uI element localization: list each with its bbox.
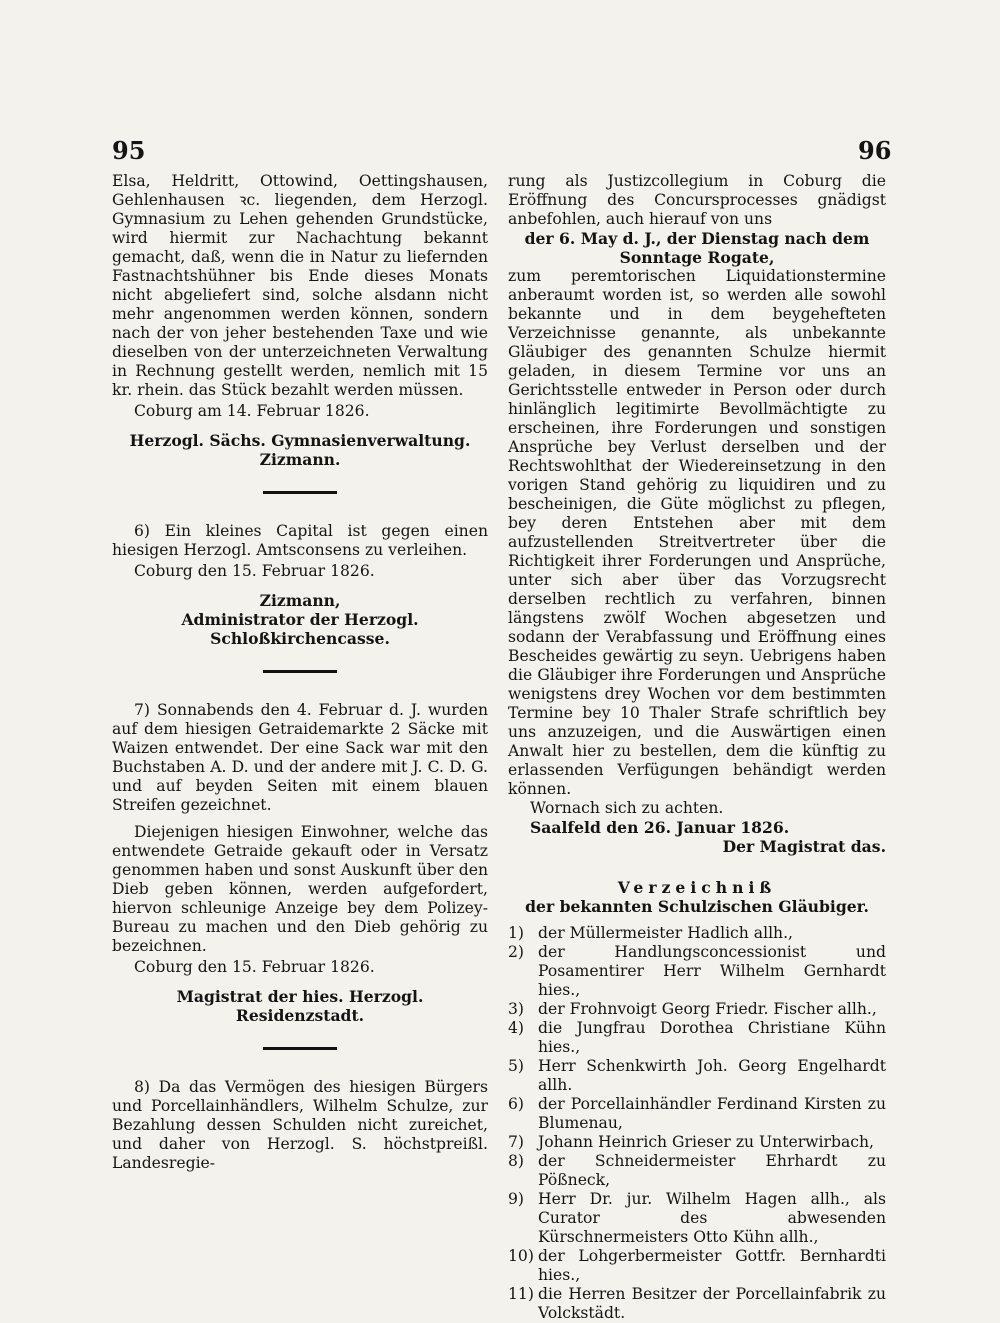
list-item-number: 2) [508, 943, 525, 961]
list-item [508, 1019, 886, 1057]
notice-7-body-2: Diejenigen hiesigen Einwohner, welche das entwendete Getraide gekauft oder in Versatz genommen haben und sonst Auskunft über den Dieb geben können, werden aufgefordert, hiervon schleunige Anzeige bey dem Polizey-Bureau zu machen und den Dieb gehörig zu bezeichnen. [112, 823, 488, 955]
divider-rule [263, 491, 337, 494]
list-subheading: der bekannten Schulzischen Gläubiger. [525, 897, 869, 916]
list-item-number: 4) [508, 1019, 525, 1037]
notice-8-continuation: rung als Justizcollegium in Coburg die Eröffnung des Concursprocesses gnädigst anbefohlen, auch hierauf von uns [508, 172, 886, 228]
place-date: Saalfeld den 26. Januar 1826. [530, 818, 790, 837]
list-item-number: 7) [508, 1133, 525, 1151]
list-item [508, 1000, 886, 1019]
list-item-text: der Müllermeister Hadlich allh., [538, 924, 794, 942]
list-item-number: 10) [508, 1247, 534, 1265]
closing-line: Wornach sich zu achten. [530, 799, 724, 817]
list-item-text: Johann Heinrich Grieser zu Unterwirbach, [538, 1133, 874, 1151]
notice-6-title: Administrator der Herzogl. Schloßkirchencasse. [181, 610, 419, 648]
notice-7-body: 7) Sonnabends den 4. Februar d. J. wurden auf dem hiesigen Getraidemarkte 2 Säcke mit Waizen entwendet. Der eine Sack war mit den Buchstaben A. D. und der andere mit J. C. D. G. und auf beyden Seiten mit einem blauen Streifen gezeichnet. [112, 701, 488, 814]
divider-rule [263, 670, 337, 673]
list-item [508, 1190, 886, 1247]
list-item-number: 1) [508, 924, 525, 942]
list-item [508, 1057, 886, 1095]
divider-rule [263, 1047, 337, 1050]
list-item-text: Herr Schenkwirth Joh. Georg Engelhardt allh. [538, 1057, 886, 1094]
list-item [508, 924, 886, 943]
list-item [508, 1152, 886, 1190]
list-item-text: Herr Dr. jur. Wilhelm Hagen allh., als Curator des abwesenden Kürschnermeisters Otto Kühn allh., [538, 1190, 886, 1246]
list-item [508, 1285, 886, 1323]
creditor-list [508, 924, 886, 1323]
notice-7-date: Coburg den 15. Februar 1826. [134, 958, 375, 976]
notice-8-start: 8) Da das Vermögen des hiesigen Bürgers und Porcellainhändlers, Wilhelm Schulze, zur Bezahlung dessen Schulden nicht zureichet, und daher von Herzogl. S. höchstpreißl. Landesregie- [112, 1078, 488, 1172]
list-item-text: der Lohgerbermeister Gottfr. Bernhardti hies., [538, 1247, 886, 1284]
magistrate-signature: Der Magistrat das. [722, 837, 886, 856]
list-item-text: der Schneidermeister Ehrhardt zu Pößneck, [538, 1152, 886, 1189]
notice-8-body: zum peremtorischen Liquidationstermine anberaumt worden ist, so werden alle sowohl bekannte und in dem beygehefteten Verzeichnisse genannte, als unbekannte Gläubiger des genannten Schulze hiermit geladen, in diesem Termine vor uns an Gerichtsstelle entweder in Person oder durch hinlänglich legitimirte Bevollmächtigte zu erscheinen, ihre Forderungen und sonstigen Ansprüche bey Verlust derselben und der Rechtswohlthat der Wiedereinsetzung in den vorigen Stand gehörig zu liquidiren und zu bescheinigen, die Güte möglichst zu pflegen, bey deren Entstehen aber mit dem aufzustellenden Streitvertreter über die Richtigkeit ihrer Forderungen und Ansprüche, unter sich aber über das Vorzugsrecht derselben rechtlich zu verfahren, binnen längstens zwölf Wochen abgesetzen und sodann der Verabfassung und Eröffnung eines Bescheides gewärtig zu seyn. Uebrigens haben die Gläubiger ihre Forderungen und Ansprüche wenigstens drey Wochen vor dem bestimmten Termine bey 10 Thaler Strafe schriftlich bey uns anzuzeigen, und die Auswärtigen einen Anwalt hier zu bestellen, dem die künftig zu erlassenden Verfügungen behändigt werden können. [508, 267, 886, 798]
list-item-number: 6) [508, 1095, 525, 1113]
list-item-text: die Herren Besitzer der Porcellainfabrik zu Volckstädt. [538, 1285, 886, 1322]
right-column [508, 172, 886, 1323]
list-item-text: der Porcellainhändler Ferdinand Kirsten zu Blumenau, [538, 1095, 886, 1132]
list-item-number: 11) [508, 1285, 534, 1303]
list-item-text: der Handlungsconcessionist und Posamentirer Herr Wilhelm Gernhardt hies., [538, 943, 886, 999]
notice-7-signature: Magistrat der hies. Herzogl. Residenzstadt. [176, 987, 424, 1025]
list-item [508, 943, 886, 1000]
list-item-number: 3) [508, 1000, 525, 1018]
page-number-left: 95 [112, 136, 146, 165]
notice-5-signature: Herzogl. Sächs. Gymnasienverwaltung. [129, 431, 471, 450]
list-item-number: 5) [508, 1057, 525, 1075]
notice-5-name: Zizmann. [259, 450, 341, 469]
notice-5-body: Elsa, Heldritt, Ottowind, Oettingshausen, Gehlenhausen ꝛc. liegenden, dem Herzogl. Gymnasium zu Lehen gehenden Grundstücke, wird hiermit zur Nachachtung bekannt gemacht, daß, wenn die in Natur zu liefernden Fastnachtshühner bis Ende dieses Monats nicht abgeliefert sind, solche alsdann nicht mehr angenommen werden können, sondern nach der von jeher bestehenden Taxe und wie dieselben von der unterzeichneten Verwaltung in Rechnung gestellt werden, nemlich mit 15 kr. rhein. das Stück bezahlt werden müssen. [112, 172, 488, 399]
list-item-number: 9) [508, 1190, 525, 1208]
list-item-text: die Jungfrau Dorothea Christiane Kühn hies., [538, 1019, 886, 1056]
page-number-right: 96 [858, 136, 892, 165]
list-item [508, 1133, 886, 1152]
notice-6-date: Coburg den 15. Februar 1826. [134, 562, 375, 580]
list-item [508, 1095, 886, 1133]
list-item [508, 1247, 886, 1285]
notice-6-name: Zizmann, [259, 591, 341, 610]
notice-5-date: Coburg am 14. Februar 1826. [134, 402, 370, 420]
list-heading: Verzeichniß [617, 878, 777, 897]
term-date-line: der 6. May d. J., der Dienstag nach dem Sonntage Rogate, [524, 229, 870, 267]
list-item-text: der Frohnvoigt Georg Friedr. Fischer allh., [538, 1000, 877, 1018]
notice-6-body: 6) Ein kleines Capital ist gegen einen hiesigen Herzogl. Amtsconsens zu verleihen. [112, 522, 488, 559]
left-column [112, 172, 488, 1173]
list-item-number: 8) [508, 1152, 525, 1170]
